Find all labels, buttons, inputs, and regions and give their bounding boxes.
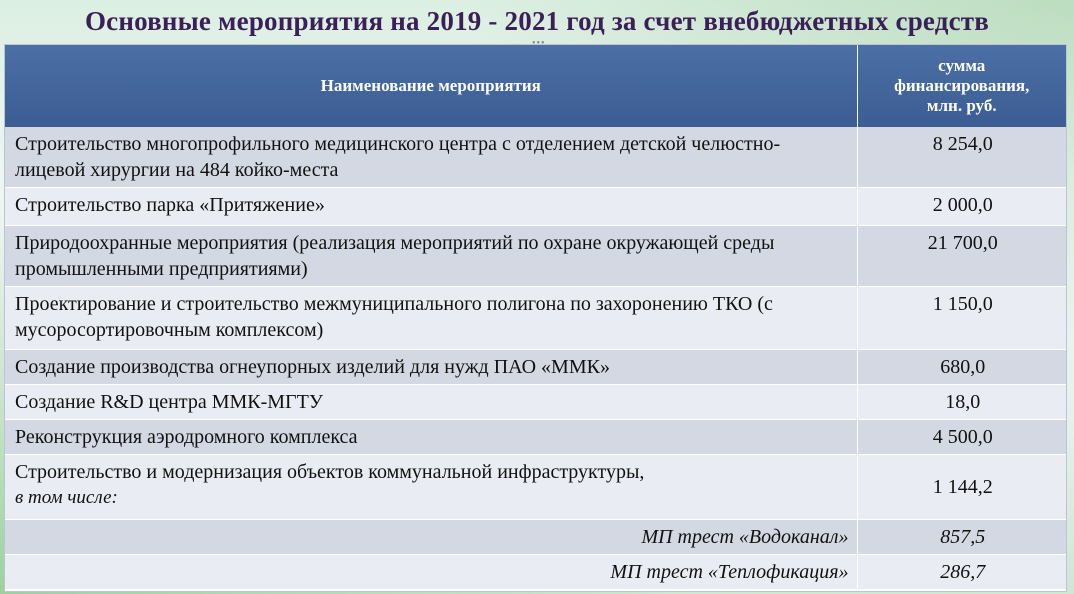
page-title: Основные мероприятия на 2019 - 2021 год за счет внебюджетных средств <box>84 6 990 36</box>
event-amount: 4 500,0 <box>857 420 1066 455</box>
event-amount: 8 254,0 <box>857 127 1066 188</box>
event-name: Природоохранные мероприятия (реализация мероприятий по охране окружающей среды промышленными предприятиями) <box>5 226 857 287</box>
event-name-subtitle: в том числе: <box>15 487 118 508</box>
table-row <box>5 520 1066 555</box>
event-name: Строительство парка «Притяжение» <box>5 188 857 226</box>
header-event-name: Наименование мероприятия <box>5 45 857 127</box>
funding-table <box>4 44 1067 592</box>
event-name-cell <box>5 455 857 520</box>
table-row <box>5 188 1066 226</box>
event-amount: 1 150,0 <box>857 287 1066 350</box>
table-row <box>5 127 1066 188</box>
event-name: Проектирование и строительство межмуниципального полигона по захоронению ТКО (с мусоросортировочным комплексом) <box>5 287 857 350</box>
event-name: Реконструкция аэродромного комплекса <box>5 420 857 455</box>
header-amount <box>857 45 1066 127</box>
table-row <box>5 455 1066 520</box>
event-amount: 857,5 <box>857 520 1066 555</box>
table-row <box>5 385 1066 420</box>
event-amount: 1 144,2 <box>857 455 1066 520</box>
event-amount: 680,0 <box>857 350 1066 385</box>
event-name: Строительство и модернизация объектов коммунальной инфраструктуры, <box>15 461 645 483</box>
table-row <box>5 350 1066 385</box>
event-amount: 18,0 <box>857 385 1066 420</box>
event-amount: 21 700,0 <box>857 226 1066 287</box>
event-name: Строительство многопрофильного медицинского центра с отделением детской челюстно-лицевой хирургии на 484 койко-места <box>5 127 857 188</box>
table-row <box>5 555 1066 590</box>
event-amount: 286,7 <box>857 555 1066 590</box>
event-name: Создание производства огнеупорных изделий для нужд ПАО «ММК» <box>5 350 857 385</box>
event-amount: 2 000,0 <box>857 188 1066 226</box>
table-row <box>5 420 1066 455</box>
event-name: Создание R&D центра ММК-МГТУ <box>5 385 857 420</box>
table-row <box>5 287 1066 350</box>
table-row <box>5 226 1066 287</box>
event-name: МП трест «Теплофикация» <box>5 555 857 590</box>
events-table <box>5 45 1066 590</box>
event-name: МП трест «Водоканал» <box>5 520 857 555</box>
header-amount-line3: млн. руб. <box>926 96 997 115</box>
header-amount-line1: сумма <box>938 56 986 75</box>
table-header-row <box>5 45 1066 127</box>
header-amount-line2: финансирования, <box>894 76 1030 95</box>
